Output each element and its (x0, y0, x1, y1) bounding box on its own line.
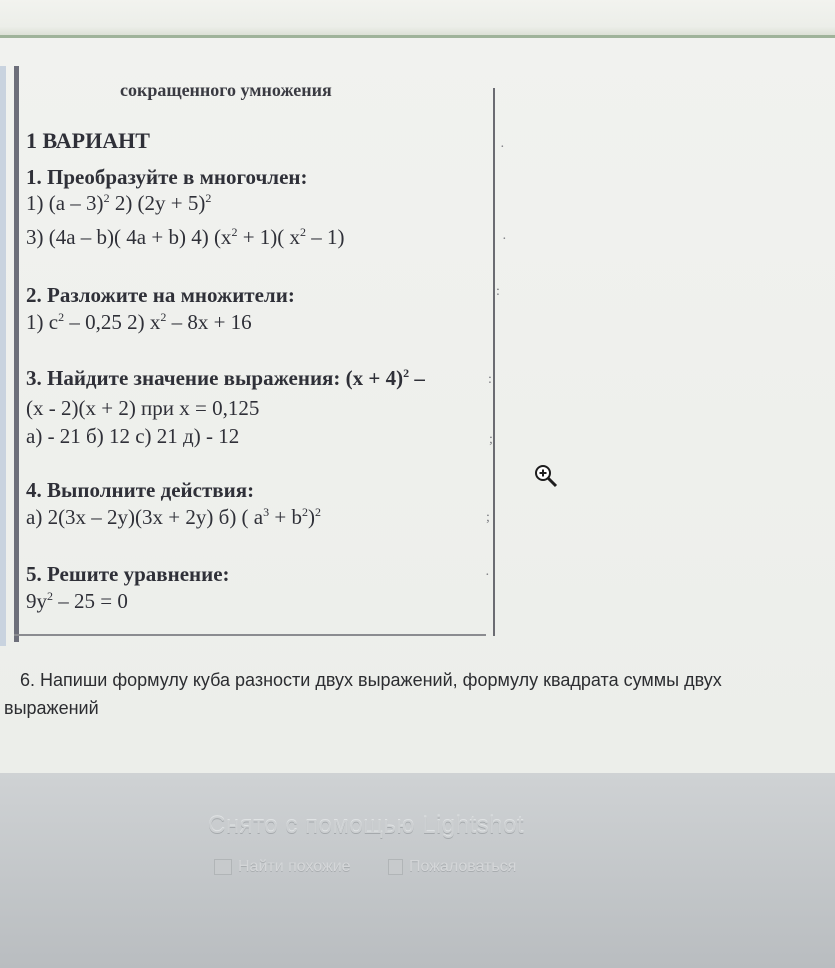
document-bottom-border (14, 634, 486, 636)
find-similar-link[interactable] (214, 858, 351, 876)
lightshot-title: Снято с помощью Lightshot (208, 812, 525, 839)
task1-heading: 1. Преобразуйте в многочлен: (26, 165, 308, 189)
variant-heading: 1 ВАРИАНТ (26, 128, 150, 153)
task5-line: $9y^2 - 25 = 0$ (26, 589, 128, 613)
margin-mark: : (496, 284, 500, 299)
task3-heading: 3. Найдите значение выражения: $(x + 4)^2$ – (26, 366, 425, 390)
task3-options: а) - 21 б) 12 с) 21 д) - 12 (26, 424, 240, 448)
document-title: сокращенного умножения (120, 80, 332, 100)
document-right-border (493, 88, 495, 636)
margin-mark: · (500, 140, 505, 155)
task6-line1: 6. Напиши формулу куба разности двух выражений, формулу квадрата суммы двух (20, 670, 722, 690)
task4-line: а) 2(3x – 2y)(3x + 2y) б) ( $a^3 + b^2)^2$ (26, 505, 321, 529)
report-label: Пожаловаться (409, 858, 517, 875)
task5-heading: 5. Решите уравнение: (26, 562, 230, 586)
margin-mark: ; (486, 510, 490, 525)
task2-line: 1) $c^2 - 0,25$ 2) $x^2 - 8x + 16$ (26, 310, 252, 334)
report-link[interactable] (388, 858, 516, 876)
margin-mark: · (502, 232, 507, 247)
margin-mark: · (485, 568, 490, 583)
task3-line2: (x - 2)(x + 2) при x = 0,125 (26, 396, 260, 420)
task6-text (0, 666, 835, 722)
top-strip (0, 0, 835, 38)
flag-icon (388, 859, 403, 875)
find-similar-label: Найти похожие (238, 858, 351, 875)
zoom-in-cursor-icon[interactable] (534, 464, 558, 488)
task6-line2: выражений (4, 698, 99, 718)
task1-line2: 3) (4a – b)( 4a + b) 4) $(x^2 + 1)$( $x^2 - 1$) (26, 225, 345, 249)
margin-mark: : (488, 372, 492, 387)
image-icon (214, 859, 232, 875)
task1-line1: 1) (a – 3)$^2$ 2) $(2y + 5)^2$ (26, 191, 212, 215)
document-left-border (14, 66, 19, 642)
task2-heading: 2. Разложите на множители: (26, 283, 295, 307)
margin-mark: ; (489, 432, 493, 447)
left-bar (0, 66, 6, 646)
task4-heading: 4. Выполните действия: (26, 478, 255, 502)
